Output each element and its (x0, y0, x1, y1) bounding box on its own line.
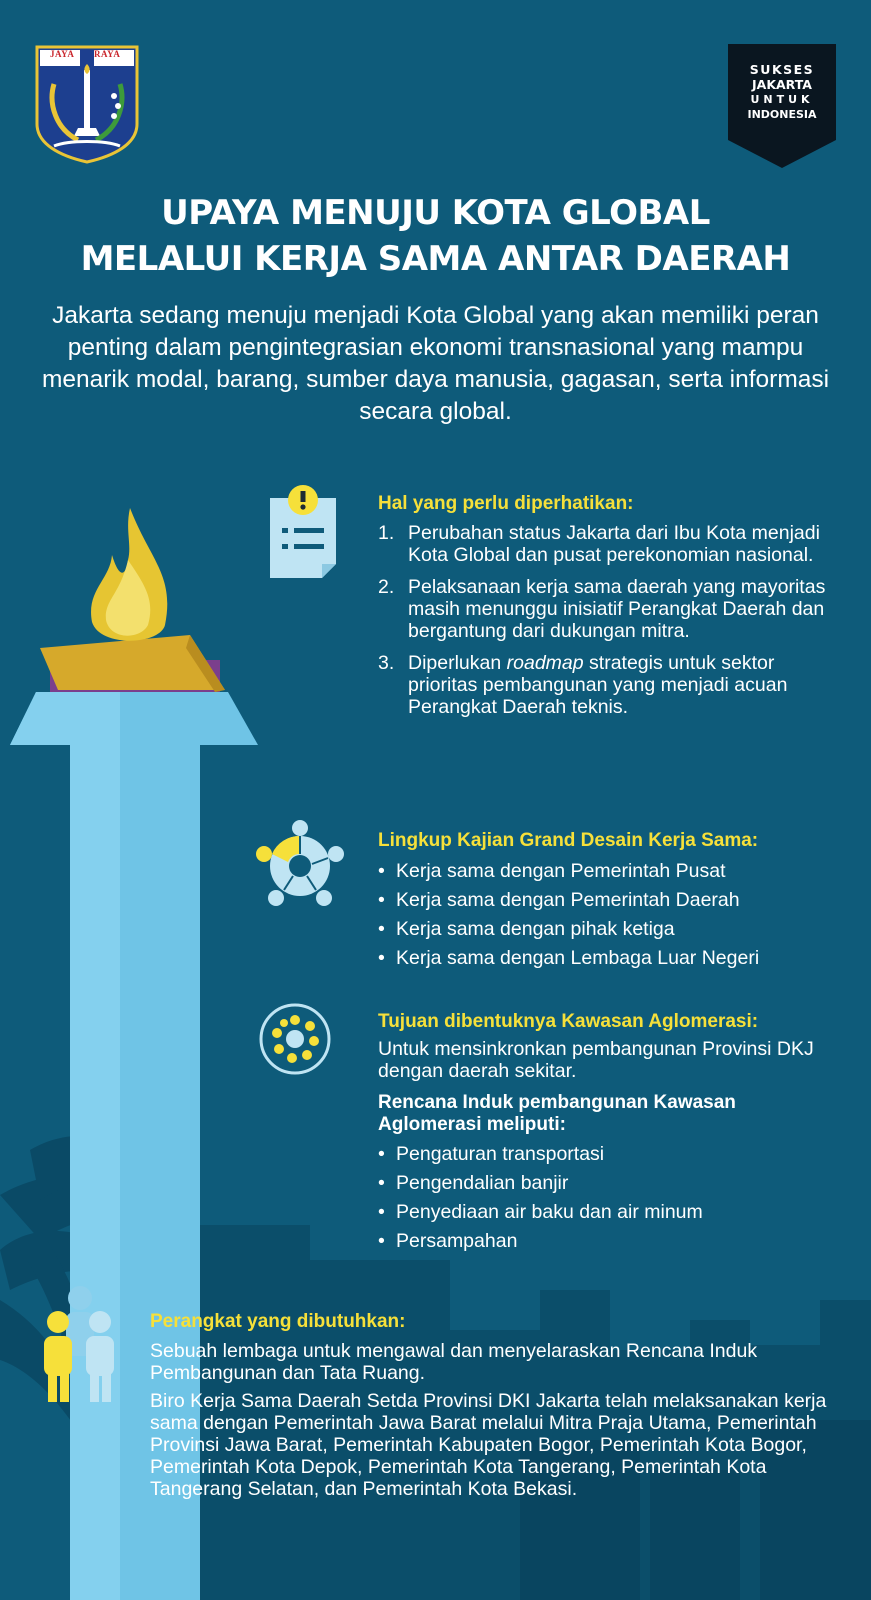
badge-line-4: INDONESIA (747, 108, 817, 121)
section-considerations-title: Hal yang perlu diperhatikan: (378, 493, 634, 514)
people-group-icon (38, 1284, 122, 1404)
list-item-text-italic: roadmap (506, 652, 584, 674)
list-item-text: Pelaksanaan kerja sama daerah yang mayoritas masih menunggu inisiatif Perangkat Daerah dan bergantung dari dukungan mitra. (408, 576, 826, 642)
list-item-text: Perubahan status Jakarta dari Ibu Kota menjadi Kota Global dan pusat perekonomian nasional. (408, 522, 820, 566)
section-cooperation-scope (378, 829, 838, 973)
intro-paragraph: Jakarta sedang menuju menjadi Kota Global yang akan memiliki peran penting dalam pengintegrasian ekonomi transnasional yang mampu menarik modal, barang, sumber daya manusia, gagasan, serta informasi secara global. (41, 302, 830, 425)
document-alert-icon (268, 484, 338, 580)
cooperation-scope-list (378, 857, 838, 973)
list-item: • Kerja sama dengan pihak ketiga (378, 915, 838, 944)
section-cooperation-scope-title: Lingkup Kajian Grand Desain Kerja Sama: (378, 830, 759, 851)
section-required-tools (150, 1310, 850, 1500)
jakarta-coat-of-arms-icon (34, 44, 140, 164)
agglomeration-plan-list (378, 1140, 838, 1256)
badge-line-1: SUKSES (749, 62, 815, 77)
title-line-1: UPAYA MENUJU KOTA GLOBAL (161, 193, 710, 233)
list-item: • Penyediaan air baku dan air minum (378, 1198, 838, 1227)
required-tools-text-1: Sebuah lembaga untuk mengawal dan menyelaraskan Rencana Induk Pembangunan dan Tata Ruang. (150, 1340, 758, 1384)
emblem-left-text: JAYA (50, 49, 75, 59)
list-item: • Kerja sama dengan Lembaga Luar Negeri (378, 944, 838, 973)
emblem-right-text: RAYA (94, 49, 121, 59)
list-item-text-after: strategis untuk sektor prioritas pembangunan yang menjadi acuan Perangkat Daerah teknis. (408, 652, 788, 718)
list-item: • Kerja sama dengan Pemerintah Daerah (378, 886, 838, 915)
puzzle-circle-icon (252, 818, 348, 912)
section-agglomeration (378, 1010, 838, 1256)
cluster-dots-icon (258, 1002, 332, 1076)
badge-text (728, 62, 836, 122)
section-required-tools-title: Perangkat yang dibutuhkan: (150, 1311, 406, 1332)
jakarta-emblem (34, 44, 140, 164)
list-item-number: 3. (378, 652, 395, 674)
list-item: • Pengendalian banjir (378, 1169, 838, 1198)
considerations-list (378, 522, 838, 718)
agglomeration-purpose-text: Untuk mensinkronkan pembangunan Provinsi DKJ dengan daerah sekitar. (378, 1038, 814, 1082)
page-title (0, 190, 871, 282)
badge-line-2: JAKARTA (752, 77, 812, 92)
list-item-number: 2. (378, 576, 395, 598)
list-item (378, 652, 838, 718)
agglomeration-plan-subtitle: Rencana Induk pembangunan Kawasan Aglomerasi meliputi: (378, 1092, 736, 1135)
list-item (378, 522, 838, 566)
title-line-2: MELALUI KERJA SAMA ANTAR DAERAH (80, 239, 791, 279)
list-item: • Kerja sama dengan Pemerintah Pusat (378, 857, 838, 886)
list-item-number: 1. (378, 522, 395, 544)
list-item (378, 576, 838, 642)
sukses-jakarta-badge (728, 44, 836, 168)
required-tools-text-2: Biro Kerja Sama Daerah Setda Provinsi DKI Jakarta telah melaksanakan kerja sama dengan Pemerintah Jawa Barat melalui Mitra Praja Utama, Pemerintah Provinsi Jawa Barat, Pemerintah Kabupaten Bogor, Pemerintah Kota Bogor, Pemerintah Kota Depok, Pemerintah Kota Tangerang, Pemerintah Kota Tangerang Selatan, dan Pemerintah Kota Bekasi. (150, 1390, 827, 1500)
badge-line-3: UNTUK (750, 93, 814, 106)
list-item-text-before: Diperlukan (408, 652, 507, 674)
list-item: • Persampahan (378, 1227, 838, 1256)
section-agglomeration-title: Tujuan dibentuknya Kawasan Aglomerasi: (378, 1011, 759, 1032)
list-item: • Pengaturan transportasi (378, 1140, 838, 1169)
section-considerations (378, 492, 838, 728)
